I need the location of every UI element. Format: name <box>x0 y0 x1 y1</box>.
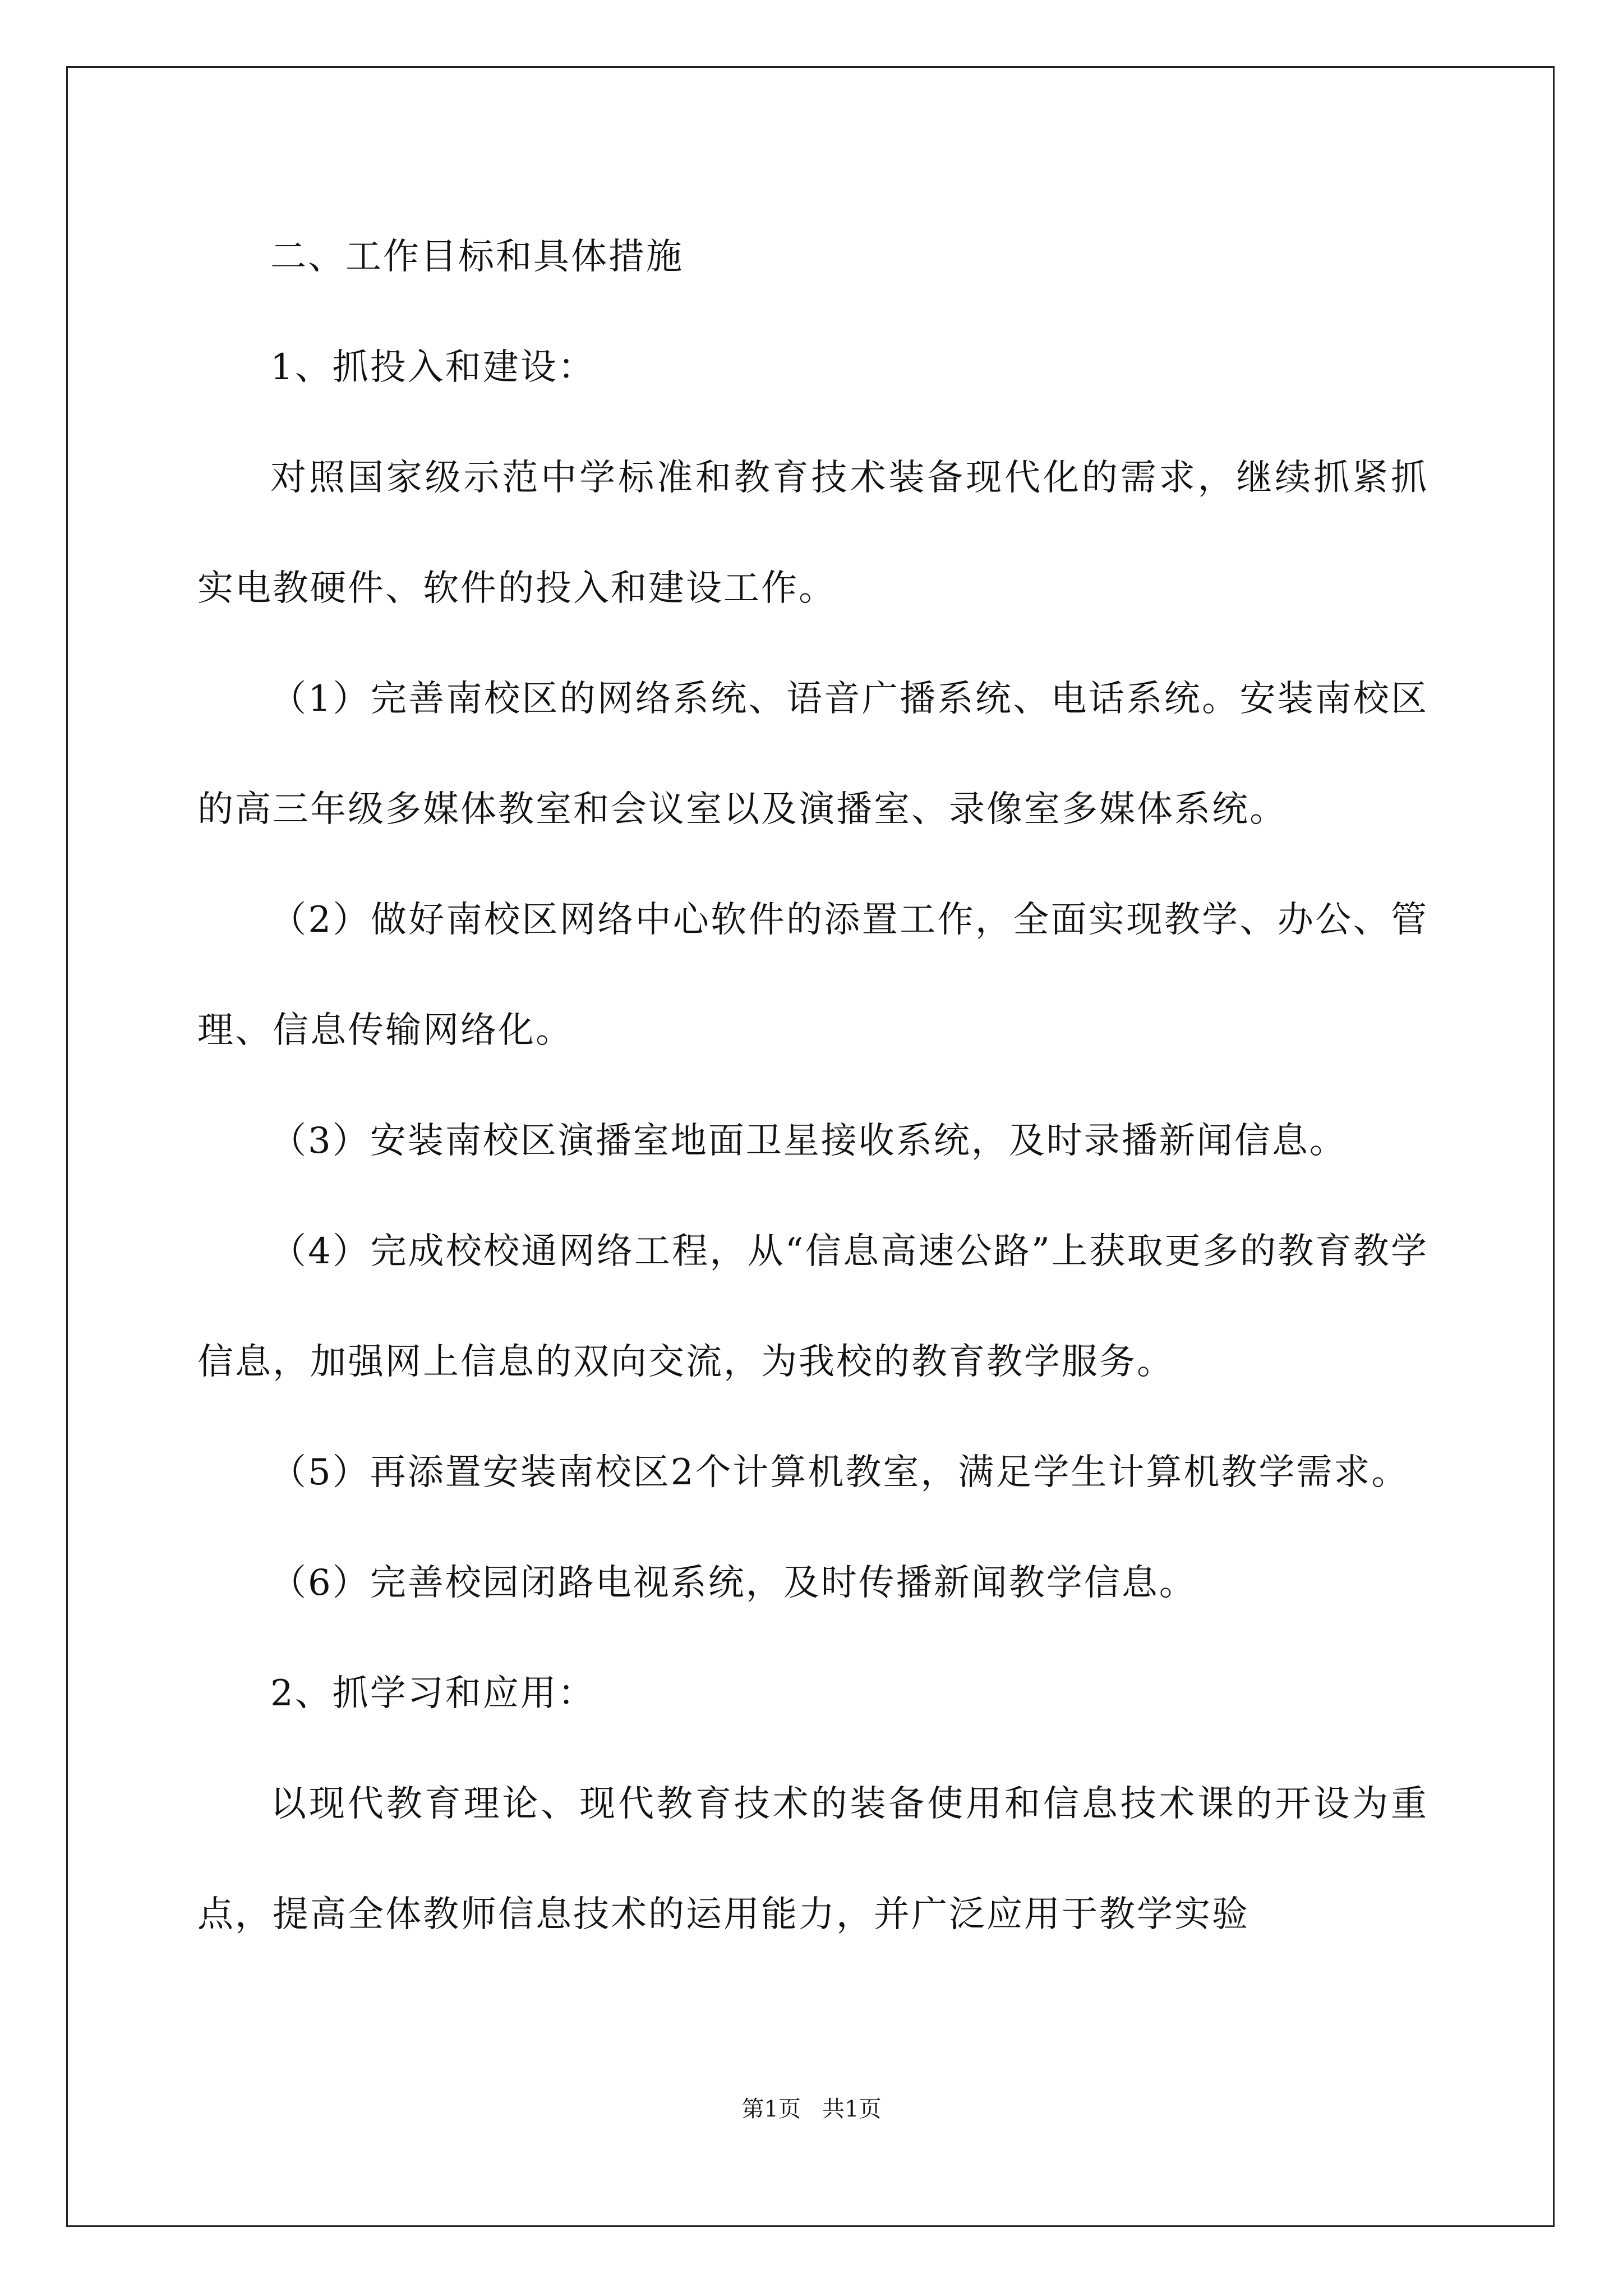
subsection-heading: 1、抓投入和建设： <box>270 347 596 388</box>
page-footer <box>0 2092 1623 2126</box>
list-item: （5）再添置安装南校区2个计算机教室，满足学生计算机教学需求。 <box>270 1452 1409 1493</box>
body-paragraph: 以现代教育理论、现代教育技术的装备使用和信息技术课的开设为重点，提高全体教师信息技术的运用能力，并广泛应用于教学实验 <box>197 1783 1428 1935</box>
subsection-heading: 2、抓学习和应用： <box>270 1673 596 1714</box>
page-number: 第1页 <box>741 2096 801 2122</box>
document-body <box>197 202 1428 1970</box>
list-item: （4）完成校校通网络工程，从“信息高速公路”上获取更多的教育教学信息，加强网上信息的双向交流，为我校的教育教学服务。 <box>197 1231 1428 1383</box>
list-item: （3）安装南校区演播室地面卫星接收系统，及时录播新闻信息。 <box>270 1120 1347 1162</box>
page-total: 共1页 <box>822 2096 882 2122</box>
list-item: （6）完善校园闭路电视系统，及时传播新闻教学信息。 <box>270 1562 1197 1604</box>
list-item: （2）做好南校区网络中心软件的添置工作，全面实现教学、办公、管理、信息传输网络化。 <box>197 899 1428 1051</box>
body-paragraph: 对照国家级示范中学标准和教育技术装备现代化的需求，继续抓紧抓实电教硬件、软件的投入和建设工作。 <box>197 457 1428 609</box>
section-heading: 二、工作目标和具体措施 <box>270 236 684 278</box>
list-item: （1）完善南校区的网络系统、语音广播系统、电话系统。安装南校区的高三年级多媒体教室和会议室以及演播室、录像室多媒体系统。 <box>197 678 1428 830</box>
